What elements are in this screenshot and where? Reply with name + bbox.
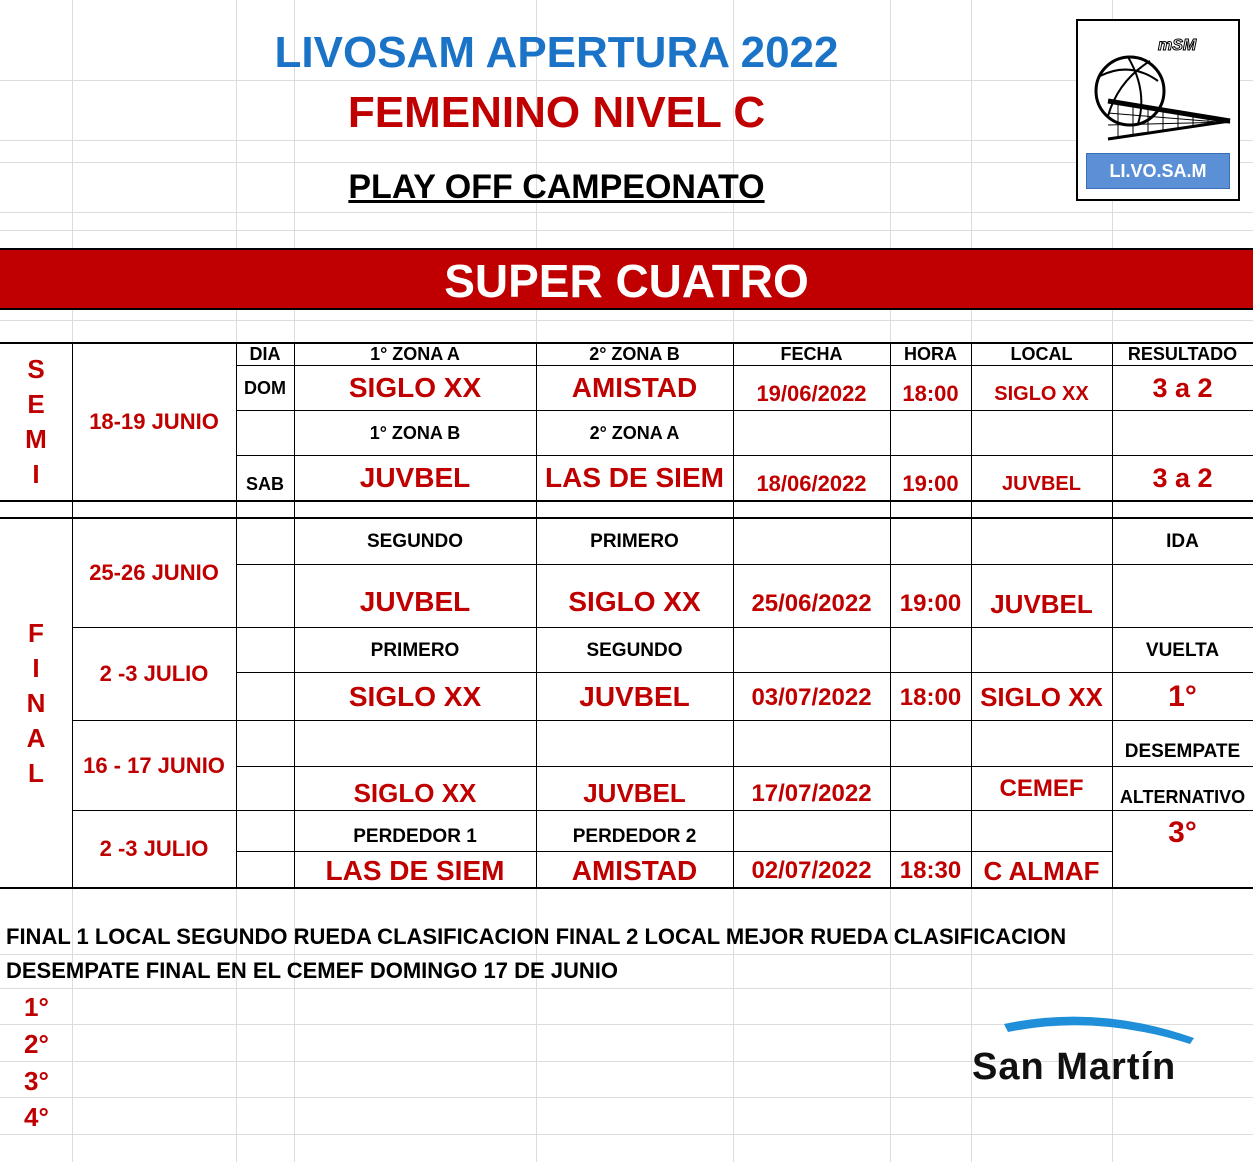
logo-label: LI.VO.SA.M — [1086, 153, 1230, 189]
rank-label: 1° — [24, 992, 49, 1022]
banner — [0, 248, 1253, 310]
match-time: 19:00 — [902, 471, 959, 496]
team-home: SIGLO XX — [348, 372, 482, 403]
page-title: LIVOSAM APERTURA 2022 — [274, 28, 839, 77]
match-result: 3 a 2 — [1152, 372, 1213, 403]
match-time: 18:00 — [899, 683, 962, 711]
section-title: PLAY OFF CAMPEONATO — [348, 168, 765, 206]
col-header-zona-b2: 2° ZONA B — [589, 343, 680, 364]
final-letter: L — [28, 757, 44, 788]
match-date: 18/06/2022 — [756, 471, 867, 496]
match-time: 18:30 — [899, 857, 962, 884]
team-away: JUVBEL — [583, 777, 686, 808]
team-home: JUVBEL — [359, 586, 471, 617]
leg1-col1-label: SEGUNDO — [366, 531, 464, 552]
final-letter: A — [26, 722, 46, 753]
rank-label: 3° — [24, 1066, 49, 1096]
team-away: AMISTAD — [571, 372, 698, 403]
col-header-resultado: RESULTADO — [1127, 343, 1238, 364]
final-leg1-period: 25-26 JUNIO — [89, 560, 219, 585]
match-venue: SIGLO XX — [994, 382, 1089, 405]
final-letter: I — [32, 652, 40, 683]
match-venue: C ALMAF — [983, 855, 1100, 886]
match-day: SAB — [245, 473, 284, 494]
semi-letter: M — [25, 423, 47, 454]
leg2-col1-label: PRIMERO — [370, 639, 460, 661]
final-letter: F — [28, 617, 44, 648]
col-header-fecha: FECHA — [780, 343, 843, 364]
match-result: 3° — [1168, 816, 1197, 849]
semi-letter: S — [27, 353, 45, 384]
sponsor-name: San Martín — [972, 1046, 1177, 1088]
arc-icon — [968, 1010, 1244, 1050]
team-away: LAS DE SIEM — [545, 462, 724, 493]
livosam-logo — [1076, 19, 1240, 201]
leg1-col2-label: PRIMERO — [590, 531, 679, 552]
match-venue: JUVBEL — [990, 588, 1093, 619]
page-subtitle: FEMENINO NIVEL C — [347, 88, 766, 137]
leg1-tag: IDA — [1166, 531, 1199, 552]
third-col2-label: PERDEDOR 2 — [572, 826, 697, 847]
sub-header-zona-b1: 1° ZONA B — [369, 422, 461, 443]
match-date: 25/06/2022 — [751, 590, 872, 617]
match-date: 17/07/2022 — [751, 780, 872, 807]
col-header-local: LOCAL — [1010, 343, 1073, 364]
team-away: AMISTAD — [571, 855, 698, 886]
leg2-col2-label: SEGUNDO — [586, 639, 683, 661]
match-result: 3 a 2 — [1152, 462, 1213, 493]
team-away: JUVBEL — [579, 680, 690, 712]
final-letter: N — [26, 687, 46, 718]
semi-letter: E — [27, 388, 45, 419]
match-time: 19:00 — [899, 590, 962, 617]
third-col1-label: PERDEDOR 1 — [353, 826, 477, 847]
rank-label: 4° — [24, 1102, 49, 1132]
match-venue: JUVBEL — [1002, 472, 1081, 495]
rank-label: 2° — [24, 1029, 49, 1059]
third-period: 2 -3 JULIO — [99, 836, 209, 861]
final-leg2-period: 2 -3 JULIO — [99, 661, 209, 686]
match-date: 03/07/2022 — [751, 683, 872, 711]
logo-small-text: mSM — [1158, 37, 1197, 54]
san-martin-logo — [968, 1010, 1244, 1090]
sub-header-zona-a2: 2° ZONA A — [589, 422, 680, 443]
semi-period: 18-19 JUNIO — [89, 408, 219, 434]
col-header-zona-a1: 1° ZONA A — [370, 343, 460, 364]
tiebreak-tag: DESEMPATE — [1124, 741, 1241, 762]
leg2-tag: VUELTA — [1145, 639, 1220, 661]
note-line-2: DESEMPATE FINAL EN EL CEMEF DOMINGO 17 DE JUNIO — [6, 958, 619, 983]
team-away: SIGLO XX — [568, 586, 701, 617]
match-day: DOM — [244, 377, 286, 398]
team-home: SIGLO XX — [353, 777, 477, 808]
col-header-hora: HORA — [904, 343, 957, 364]
match-result: 1° — [1168, 679, 1197, 713]
match-date: 02/07/2022 — [751, 857, 872, 884]
match-venue: CEMEF — [999, 775, 1084, 802]
semi-letter: I — [32, 458, 40, 489]
team-home: JUVBEL — [359, 462, 471, 493]
team-home: SIGLO XX — [348, 680, 482, 712]
col-header-dia: DIA — [249, 343, 281, 364]
team-home: LAS DE SIEM — [325, 855, 505, 886]
tiebreak-period: 16 - 17 JUNIO — [83, 752, 225, 778]
tiebreak-tag-2: ALTERNATIVO — [1119, 786, 1246, 807]
match-date: 19/06/2022 — [756, 381, 867, 406]
match-venue: SIGLO XX — [980, 682, 1103, 712]
banner-title: SUPER CUATRO — [444, 255, 809, 307]
note-line-1: FINAL 1 LOCAL SEGUNDO RUEDA CLASIFICACION FINAL 2 LOCAL MEJOR RUEDA CLASIFICACION — [6, 924, 1067, 949]
match-time: 18:00 — [902, 381, 959, 406]
